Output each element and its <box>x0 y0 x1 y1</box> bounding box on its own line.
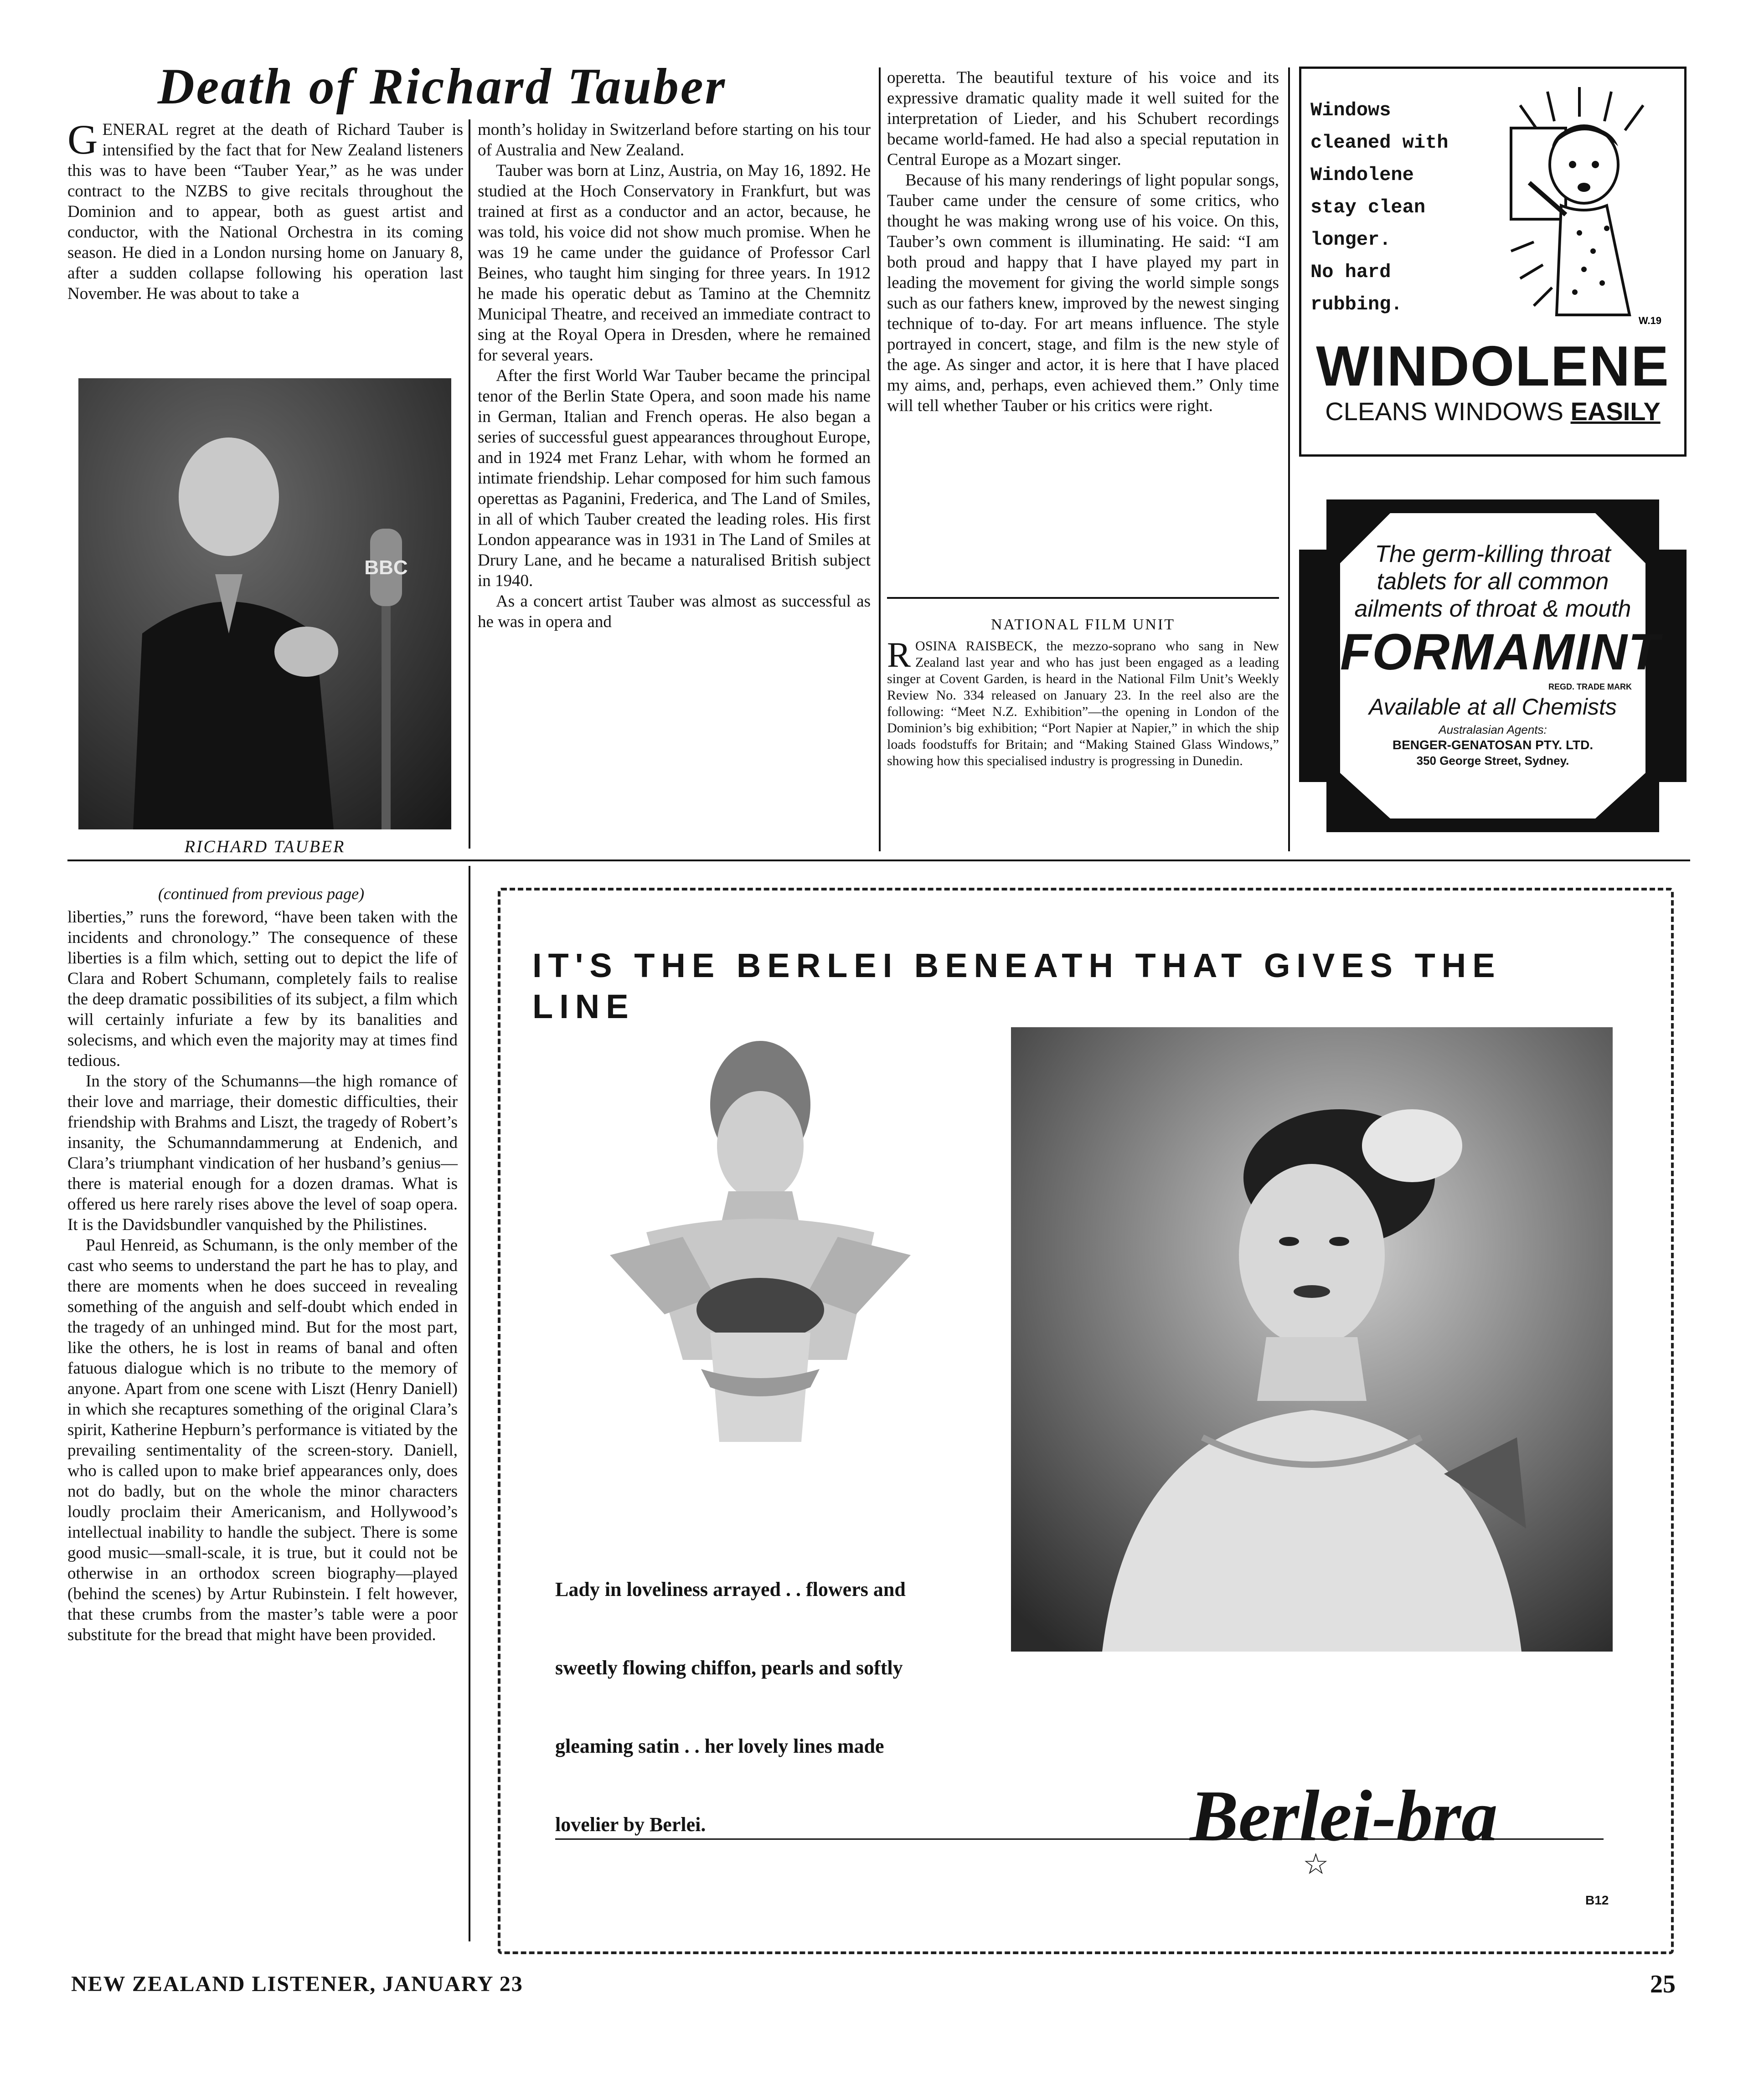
windolene-line-4: stay clean <box>1310 196 1426 218</box>
article-col3-p1: operetta. The beautiful texture of his voice and its expressive dramatic quality made it well suited for the interpretation of Lieder, and his Schubert recordings became world-famed. He had also a special reputation in Central Europe as a Mozart singer. <box>887 68 1279 169</box>
article-col1 <box>67 116 463 304</box>
headline: Death of Richard Tauber <box>157 58 727 115</box>
windolene-woman-illustration <box>1493 78 1680 333</box>
article-col3 <box>887 67 1279 416</box>
formamint-agents-name: BENGER-GENATOSAN PTY. LTD. <box>1392 738 1594 752</box>
berlei-banner: IT'S THE BERLEI BENEATH THAT GIVES THE LINE <box>532 947 1501 1025</box>
footer-page-number: 25 <box>1650 1970 1676 1998</box>
column-rule-2 <box>879 67 881 851</box>
article-col2-p4: As a concert artist Tauber was almost as successful as he was in opera and <box>478 592 871 631</box>
windolene-line-5: longer. <box>1310 229 1391 251</box>
berlei-copy-3: gleaming satin . . her lovely lines made <box>555 1735 884 1757</box>
formamint-line-2: tablets for all common <box>1377 568 1609 595</box>
formamint-agents-label: Australasian Agents: <box>1439 723 1547 736</box>
column-rule-1 <box>469 119 470 849</box>
berlei-code: B12 <box>1585 1893 1609 1907</box>
dropcap-g: G <box>67 116 98 163</box>
formamint-brand: FORMAMINT <box>1340 623 1661 680</box>
formamint-available: Available at all Chemists <box>1369 694 1617 720</box>
windolene-line-3: Windolene <box>1310 164 1414 186</box>
formamint-agents-address: 350 George Street, Sydney. <box>1416 754 1569 767</box>
article-col2-p2: Tauber was born at Linz, Austria, on May 16, 1892. He studied at the Hoch Conservatory in Frankfurt, but was trained at first as a conductor and an actor, because, he was told, his voice did not show much promise. When he was 19 he came under the guidance of Professor Carl Beines, who taught him singing for three years. In 1912 he made his operatic debut as Tamino at the Chemnitz Municipal Theatre, and received an immediate contract to sing at the Royal Opera in Dresden, where he remained for several years. <box>478 161 871 365</box>
formamint-trademark: REGD. TRADE MARK <box>1548 682 1632 691</box>
windolene-line-7: rubbing. <box>1310 293 1403 315</box>
article-col3-p2: Because of his many renderings of light popular songs, Tauber came under the censure of some critics, who thought he was making wrong use of his voice. On this, Tauber’s own comment is illuminating. He said: “I am both proud and happy that I have played my part in leading the movement for giving the world simple songs such as our fathers knew, improved by the newest singing technique of to-day. For art means influence. The style portrayed in concert, stage, and film is the new style of the age. As singer and actor, it is here that I have placed my aims, and, perhaps, even achieved them.” Only time will tell whether Tauber or his critics were right. <box>887 171 1279 415</box>
film-unit-divider <box>887 597 1279 599</box>
section-divider <box>67 860 1690 861</box>
windolene-line-6: No hard <box>1310 261 1391 283</box>
review-p1: liberties,” runs the foreword, “have been taken with the incidents and chronology.” The consequence of these liberties is a film which, setting out to depict the life of Clara and Robert Schumann, completely fails to realise the deep dramatic possibilities of its subject, a film which will certainly infuriate a few by its banalities and solecisms, and which even the majority may at times find tedious. <box>67 908 458 1070</box>
formamint-ad <box>1299 481 1687 850</box>
review-p2: In the story of the Schumanns—the high romance of their love and marriage, their domestic difficulties, their friendship with Brahms and Liszt, the tragedy of Robert’s insanity, the Schumanndammerung at Endenich, and Clara’s triumphant vindication of her husband’s genius—there is material enough for a dozen dramas. What is offered us here rarely rises above the level of soap opera. It is the Davidsbundler vanquished by the Philistines. <box>67 1072 458 1234</box>
bbc-mic-label: BBC <box>364 556 408 579</box>
berlei-copy-4: lovelier by Berlei. <box>555 1813 706 1836</box>
tauber-photo-image <box>78 378 451 829</box>
windolene-ad <box>1299 67 1687 457</box>
film-unit-heading: NATIONAL FILM UNIT <box>990 616 1176 633</box>
article-col2-p3: After the first World War Tauber became the principal tenor of the Berlin State Opera, and soon made his name in German, Italian and French operas. He also began a series of successful guest appearances throughout Europe, and in 1924 met Franz Lehar, with whom he formed an intimate friendship. Lehar composed for him such famous operettas as Paganini, Frederica, and The Land of Smiles, in all of which Tauber created the leading roles. His first London appearance was in 1931 in The Land of Smiles at Drury Lane, and he became a naturalised British subject in 1940. <box>478 366 871 590</box>
article-col2-p1: month’s holiday in Switzerland before starting on his tour of Australia and New Zealand. <box>478 120 871 160</box>
berlei-star-icon: ☆ <box>1303 1848 1329 1880</box>
berlei-model-photo-right <box>1011 1027 1613 1652</box>
windolene-code: W.19 <box>1638 315 1661 326</box>
windolene-tagline <box>1306 397 1680 426</box>
windolene-tagline-emph: EASILY <box>1570 397 1661 426</box>
formamint-line-3: ailments of throat & mouth <box>1354 596 1631 622</box>
footer-publication: NEW ZEALAND LISTENER, JANUARY 23 <box>71 1972 523 1996</box>
column-rule-3 <box>1288 67 1290 851</box>
windolene-line-1: Windows <box>1310 99 1391 121</box>
dropcap-r: R <box>887 635 911 674</box>
windolene-tagline-prefix: CLEANS WINDOWS <box>1325 397 1571 426</box>
berlei-copy <box>555 1550 1011 1864</box>
article-col2 <box>478 119 871 632</box>
column-rule-review <box>469 866 470 1941</box>
berlei-copy-2: sweetly flowing chiffon, pearls and softly <box>555 1657 903 1679</box>
film-unit-text-block <box>887 635 1279 769</box>
article-col1-text: ENERAL regret at the death of Richard Tauber is intensified by the fact that for New Zealand listeners this was to have been “Tauber Year,” as he was under contract to the NZBS to give recitals throughout the Dominion and to appear, both as guest artist and conductor, with the National Orchestra in its coming season. He died in a London nursing home on January 8, after a sudden collapse following his operation last November. He was about to take a <box>67 120 463 303</box>
berlei-model-photo-left <box>592 1041 929 1451</box>
review-column <box>67 907 458 1645</box>
review-continued-label: (continued from previous page) <box>158 885 365 903</box>
photo-caption: RICHARD TAUBER <box>184 837 346 856</box>
berlei-signature: Berlei-bra <box>1190 1775 1498 1856</box>
film-unit-text: OSINA RAISBECK, the mezzo-soprano who sang in New Zealand last year and who has just been engaged as a leading singer at Covent Garden, is heard in the National Film Unit’s Weekly Review No. 334 released on January 23. In the reel also are the following: “Meet N.Z. Exhibition”—the opening in London of the Dominion’s big exhibition; “Port Napier at Napier,” in which the ship loads foodstuffs for Britain; and “Making Stained Glass Windows,” showing how this specialised industry is progressing in Dunedin. <box>887 638 1279 768</box>
review-p3: Paul Henreid, as Schumann, is the only member of the cast who seems to understand the part he has to play, and there are moments when he does succeed in revealing something of the anguish and self-doubt which ended in the tragedy of an unhinged mind. But for the most part, like the others, he is lost in reams of banal and often fatuous dialogue which is no tribute to the memory of anyone. Apart from one scene with Liszt (Henry Daniell) in which she recaptures something of the original Clara’s spirit, Katherine Hepburn’s performance is vitiated by the prevailing sentimentality of the screen-story. Daniell, who is called upon to make brief appearances only, does not do badly, but on the whole the minor characters loudly proclaim their Americanism, and Hollywood’s intellectual inability to handle the subject. There is some good music—small-scale, it is true, but it could not be otherwise in an orthodox screen biography—played (behind the scenes) by Artur Rubinstein. I felt however, that these crumbs from the master’s table were a poor substitute for the bread that might have been provided. <box>67 1236 458 1644</box>
berlei-copy-1: Lady in loveliness arrayed . . flowers and <box>555 1578 906 1601</box>
formamint-line-1: The germ-killing throat <box>1375 541 1611 567</box>
tauber-photo <box>78 378 451 829</box>
windolene-line-2: cleaned with <box>1310 132 1449 154</box>
windolene-brand: WINDOLENE <box>1316 335 1670 398</box>
berlei-ad <box>498 888 1674 1954</box>
